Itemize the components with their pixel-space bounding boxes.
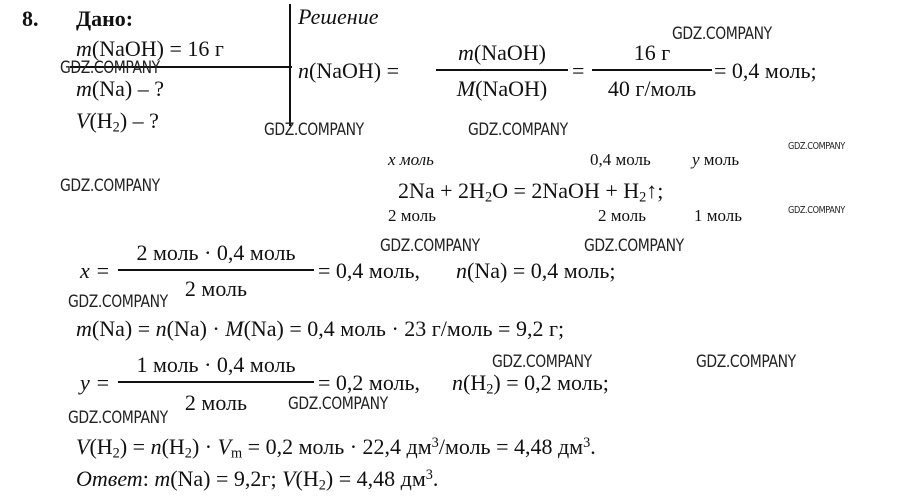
n-naoh-value-num: 16 г [633,40,671,65]
x-frac-num: 2 моль · 0,4 моль [136,240,296,265]
reaction-below-naoh: 2 моль [598,206,647,225]
n-na-result: n(Na) = 0,4 моль; [456,258,616,283]
n-naoh-frac-bar [436,69,568,71]
y-variable: y = [80,370,111,395]
reaction-above-na: x моль [388,150,434,169]
y-frac-den: 2 моль [184,390,248,415]
watermark: GDZ.COMPANY [696,352,796,372]
reaction-equation: $2Na + 2H_2O$ = 2NaOH + $H_2↑$; [398,178,664,206]
y-result: = 0,2 моль, [318,370,421,395]
watermark: GDZ.COMPANY [468,120,568,140]
watermark: GDZ.COMPANY [380,236,480,256]
given-vertical-divider [289,4,291,126]
watermark: GDZ.COMPANY [288,394,388,414]
m-na-line: m(Na) = n(Na) · M(Na) = 0,4 моль · 23 г/моль = 9,2 г; [76,316,565,341]
n-naoh-frac-num: m(NaOH) [458,40,546,65]
watermark: GDZ.COMPANY [492,352,592,372]
solution-title: Решение [298,4,379,29]
watermark: GDZ.COMPANY [68,292,168,312]
find-volume-h2: $V(H_2)$ – ? [76,108,159,136]
n-naoh-lhs: n(NaOH) = [298,58,400,83]
watermark: GDZ.COMPANY [68,408,168,428]
watermark: GDZ.COMPANY [60,58,160,78]
reaction-below-na: 2 моль [388,206,437,225]
x-frac-bar [118,269,314,271]
x-variable: x = [80,258,111,283]
watermark: GDZ.COMPANY [584,236,684,256]
watermark: GDZ.COMPANY [788,205,845,216]
watermark: GDZ.COMPANY [60,176,160,196]
n-naoh-eq2: = [572,58,585,83]
n-naoh-value-bar [592,69,712,71]
x-result: = 0,4 моль, [318,258,421,283]
n-naoh-frac-den: M(NaOH) [456,76,548,101]
n-naoh-result: = 0,4 моль; [714,58,817,83]
reaction-below-h2: 1 моль [694,206,743,225]
watermark: GDZ.COMPANY [264,120,364,140]
given-title: Дано: [76,6,134,31]
x-frac-den: 2 моль [184,276,248,301]
y-frac-num: 1 моль · 0,4 моль [136,352,296,377]
watermark: GDZ.COMPANY [788,141,845,152]
y-frac-bar [118,381,314,383]
given-mass-naoh: m(NaOH) = 16 г [76,36,224,61]
v-h2-line: $V(H_2) = n(H_2) \cdot V_m = 0,2$ моль · 22,4 $дм^3$/моль = 4,48 $дм^3$. [76,434,596,462]
n-naoh-value-den: 40 г/моль [607,76,697,101]
n-h2-result: $n(H_2) = 0,2$ моль; [452,370,609,398]
reaction-above-h2: y моль [692,150,740,169]
answer-line: Ответ: m(Na) = 9,2г; $V(H_2) = 4,48$ $дм^3$. [76,466,439,494]
reaction-above-naoh: 0,4 моль [590,150,651,169]
find-mass-na: m(Na) – ? [76,76,164,101]
watermark: GDZ.COMPANY [672,24,772,44]
problem-number: 8. [22,6,39,31]
